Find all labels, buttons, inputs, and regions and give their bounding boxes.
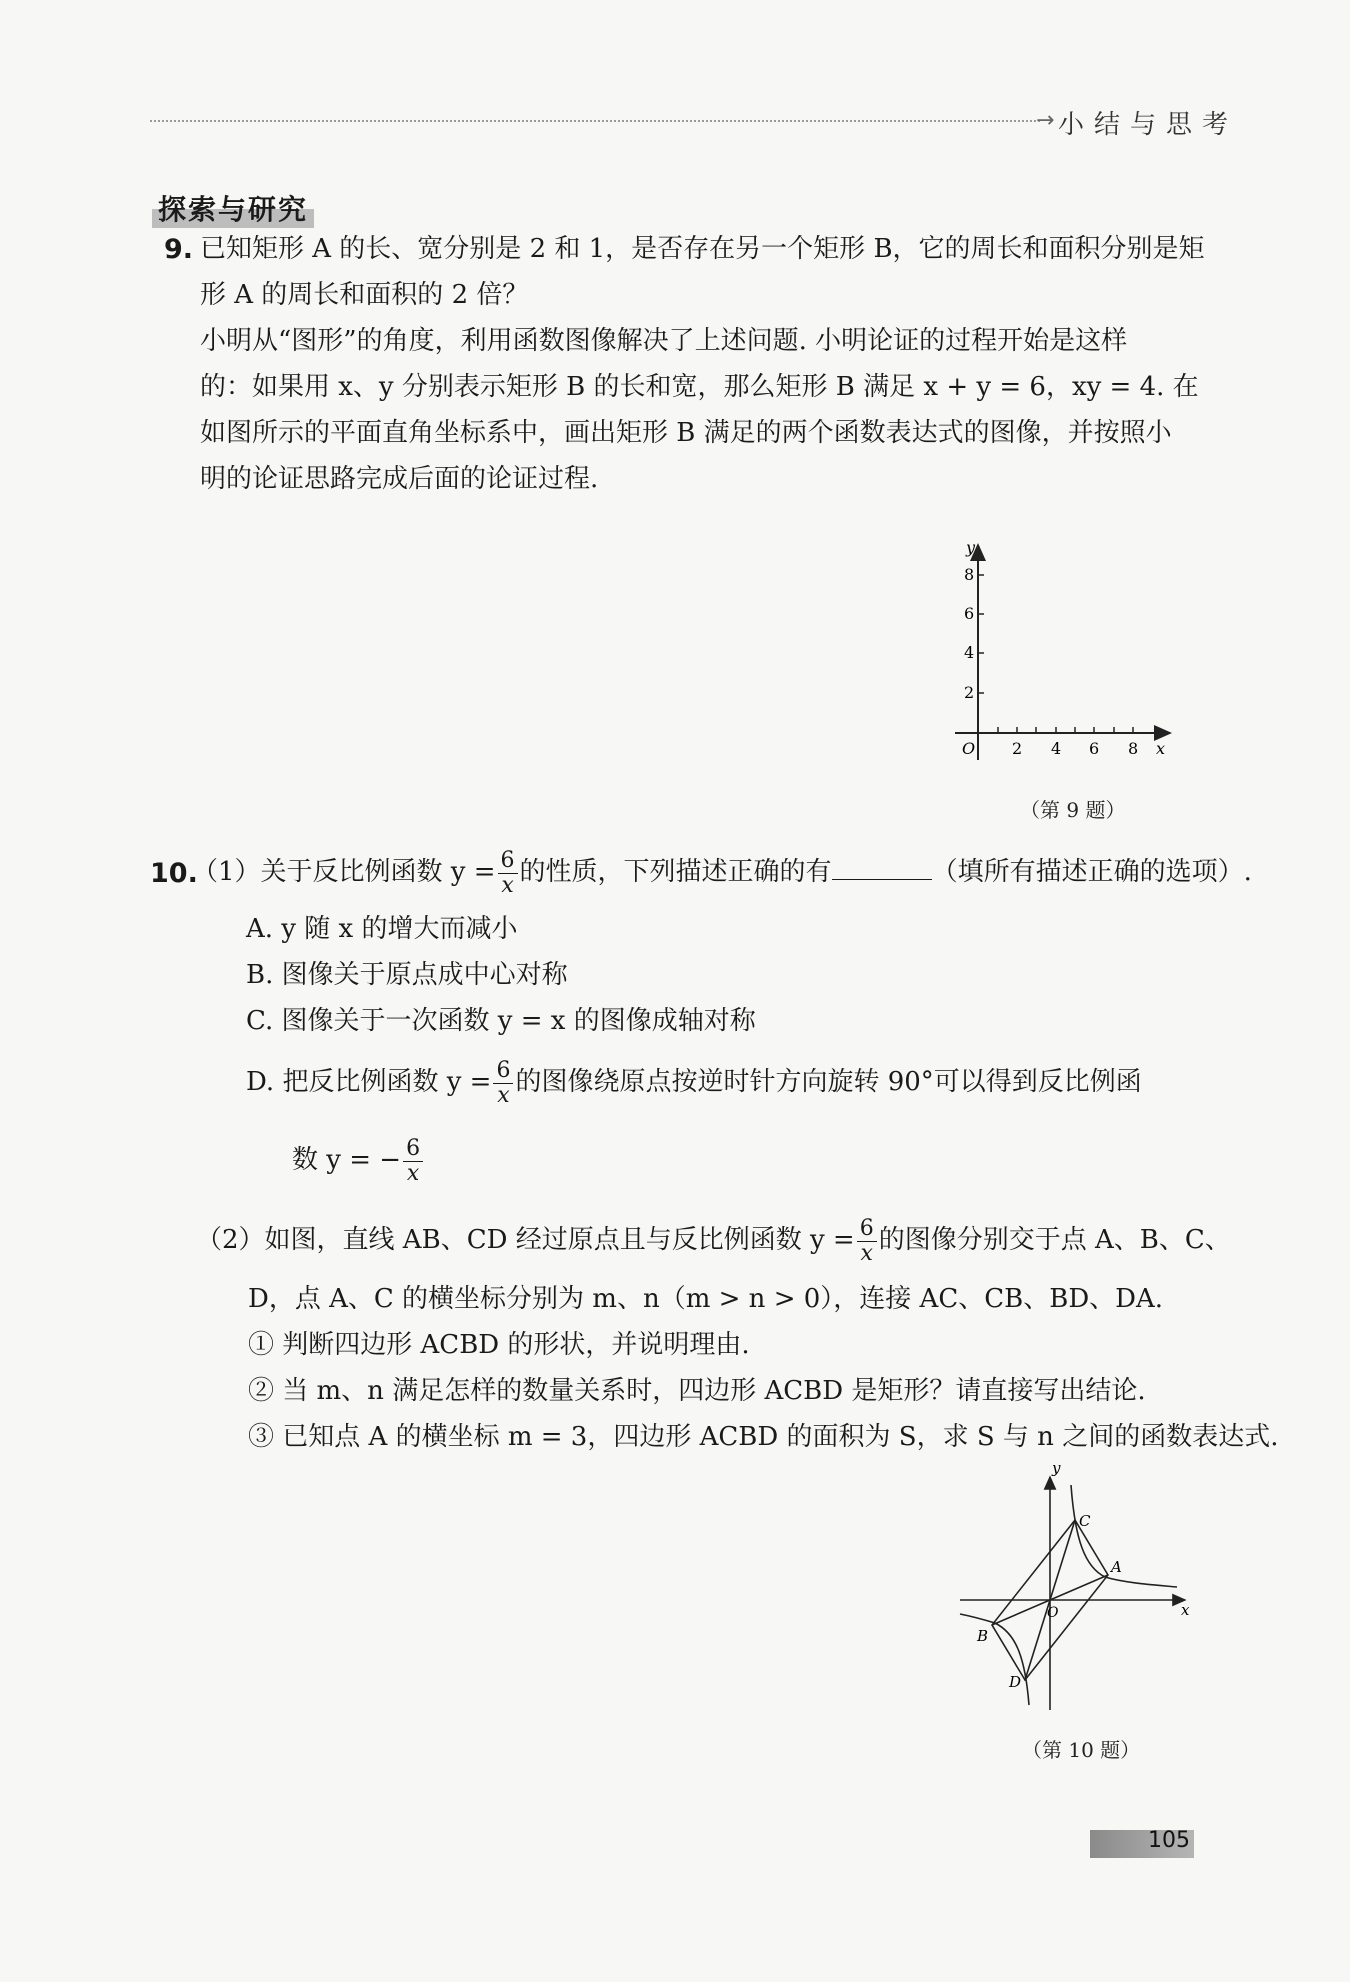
q10-option-d-fraction — [493, 1059, 513, 1108]
q9-line-2: 形 A 的周长和面积的 2 倍？ — [200, 280, 529, 310]
q9-figure-caption: （第 9 题） — [1020, 798, 1126, 822]
fraction-denominator: x — [497, 1082, 510, 1108]
q10-number: 10. — [150, 858, 198, 889]
q9-line-6: 明的论证思路完成后面的论证过程. — [200, 464, 599, 494]
q10-x-label: x — [1181, 1601, 1190, 1619]
q10-part2-intro: （2）如图，直线 AB、CD 经过原点且与反比例函数 y = — [196, 1225, 855, 1255]
q10-option-d-text: 的图像绕原点按逆时针方向旋转 90°可以得到反比例函 — [515, 1067, 1142, 1097]
q10-part1-line — [192, 842, 1252, 902]
q9-number: 9. — [164, 234, 194, 265]
q9-x-label: x — [1156, 739, 1166, 758]
q10-fraction-6-over-x — [498, 849, 518, 898]
q10-part1-intro: （1）关于反比例函数 y = — [192, 857, 496, 887]
q9-line-5: 如图所示的平面直角坐标系中，画出矩形 B 满足的两个函数表达式的图像，并按照小 — [200, 418, 1172, 448]
q9-coordinate-figure — [940, 535, 1180, 765]
q10-part2-line — [196, 1210, 1231, 1270]
q10-option-a: A. y 随 x 的增大而减小 — [246, 914, 518, 944]
q10-part2-fraction — [857, 1217, 877, 1266]
q9-y-tick-2: 2 — [964, 683, 975, 702]
q10-answer-blank[interactable] — [832, 853, 932, 880]
q9-y-tick-8: 8 — [964, 565, 975, 584]
fraction-denominator: x — [501, 872, 514, 898]
q10-part2-line-2: D，点 A、C 的横坐标分别为 m、n（m > n > 0），连接 AC、CB、BD、DA. — [248, 1284, 1164, 1314]
q10-option-d — [246, 1052, 1142, 1112]
q10-hyperbola-figure — [955, 1465, 1195, 1715]
q10-point-c: C — [1079, 1512, 1091, 1530]
header-title: 小结与思考 — [1058, 110, 1239, 140]
fraction-numerator: 6 — [403, 1137, 423, 1162]
q10-part2-text: 的图像分别交于点 A、B、C、 — [878, 1225, 1231, 1255]
q10-point-b: B — [977, 1627, 989, 1645]
q10-origin-label: O — [1047, 1605, 1059, 1621]
q9-x-tick-2: 2 — [1012, 739, 1023, 758]
q9-line-3: 小明从“图形”的角度，利用函数图像解决了上述问题. 小明论证的过程开始是这样 — [200, 326, 1128, 356]
q10-option-d-continued — [292, 1130, 425, 1190]
q10-part1-question: 的性质，下列描述正确的有 — [519, 857, 832, 887]
q9-line-4: 的：如果用 x、y 分别表示矩形 B 的长和宽，那么矩形 B 满足 x + y = 6，xy = 4. 在 — [200, 372, 1199, 402]
fraction-numerator: 6 — [498, 849, 518, 874]
fraction-denominator: x — [406, 1160, 420, 1186]
q9-x-tick-4: 4 — [1051, 739, 1062, 758]
q9-y-tick-6: 6 — [964, 604, 975, 623]
q10-sub-question-2: ② 当 m、n 满足怎样的数量关系时，四边形 ACBD 是矩形？请直接写出结论. — [248, 1376, 1146, 1406]
q10-figure-caption: （第 10 题） — [1022, 1738, 1141, 1762]
q10-sub-question-1: ① 判断四边形 ACBD 的形状，并说明理由. — [248, 1330, 750, 1360]
q10-point-a: A — [1111, 1558, 1122, 1576]
q9-x-tick-6: 6 — [1089, 739, 1100, 758]
q10-y-label: y — [1052, 1465, 1061, 1477]
q9-origin-label: O — [962, 739, 976, 758]
fraction-numerator: 6 — [493, 1059, 513, 1084]
q9-y-tick-4: 4 — [964, 643, 975, 662]
q10-option-d-neg-fraction — [403, 1137, 423, 1186]
q10-sub-question-3: ③ 已知点 A 的横坐标 m = 3，四边形 ACBD 的面积为 S，求 S 与 n 之间的函数表达式. — [248, 1422, 1279, 1452]
q10-part1-tail: （填所有描述正确的选项）. — [931, 857, 1252, 887]
q10-option-d-intro: D. 把反比例函数 y = — [246, 1067, 492, 1097]
page-number: 105 — [1148, 1828, 1190, 1853]
fraction-numerator: 6 — [857, 1217, 877, 1242]
q9-line-1: 已知矩形 A 的长、宽分别是 2 和 1，是否存在另一个矩形 B，它的周长和面积分别是矩 — [200, 234, 1205, 264]
q10-option-b: B. 图像关于原点成中心对称 — [246, 960, 568, 990]
q10-option-d-continued-text: 数 y = − — [292, 1145, 402, 1175]
q10-option-c: C. 图像关于一次函数 y = x 的图像成轴对称 — [246, 1006, 756, 1036]
header-arrow-icon: → — [1036, 108, 1055, 133]
fraction-denominator: x — [860, 1240, 873, 1266]
q9-y-label: y — [966, 538, 976, 557]
section-tag: 探索与研究 — [152, 186, 314, 228]
q10-hyperbola-first-quadrant — [1071, 1485, 1177, 1587]
header-divider — [150, 120, 1040, 122]
q10-point-d: D — [1009, 1673, 1022, 1691]
q9-x-tick-8: 8 — [1128, 739, 1139, 758]
